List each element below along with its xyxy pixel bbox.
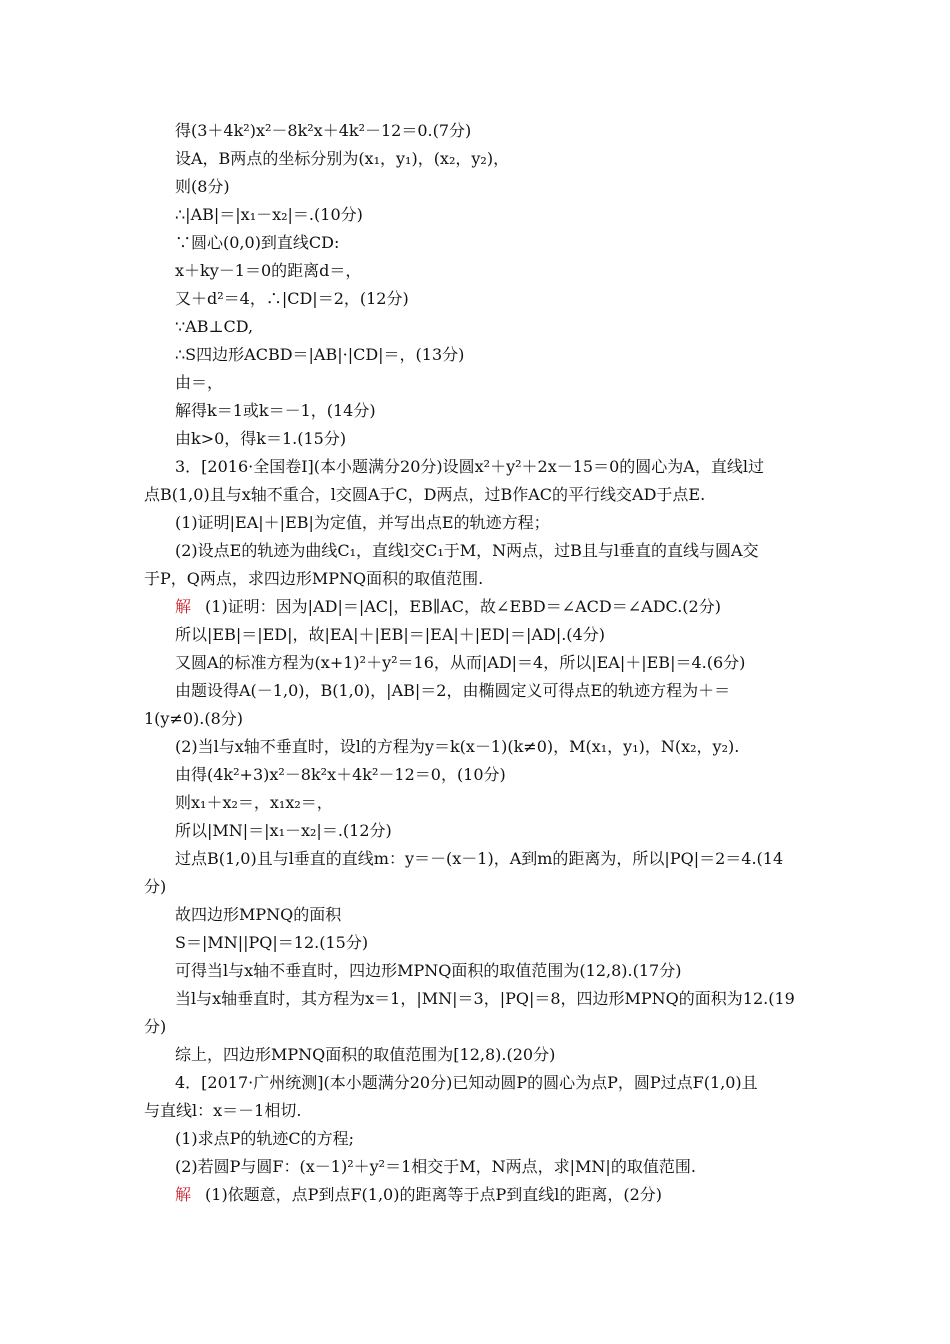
problem-3-heading: 3．[2016·全国卷Ⅰ](本小题满分20分)设圆x²＋y²＋2x－15＝0的圆心为A，直线l过 [175, 457, 764, 476]
answer-marker: 解 [175, 1185, 192, 1204]
text-line: 点B(1,0)且与x轴不重合，l交圆A于C，D两点，过B作AC的平行线交AD于点E. [144, 485, 706, 504]
solution-line [175, 1181, 662, 1209]
text-line: 于P，Q两点，求四边形MPNQ面积的取值范围. [144, 569, 484, 588]
text-line: ∵圆心(0,0)到直线CD: [175, 233, 340, 252]
problem-4-heading: 4．[2017·广州统测](本小题满分20分)已知动圆P的圆心为点P，圆P过点F(1,0)且 [175, 1073, 758, 1092]
solution-line [175, 593, 721, 621]
text-line: (2)当l与x轴不垂直时，设l的方程为y＝k(x－1)(k≠0)，M(x₁，y₁)，N(x₂，y₂). [175, 737, 740, 756]
text-line: (1)求点P的轨迹C的方程; [175, 1129, 355, 1148]
text-line: (2)若圆P与圆F：(x－1)²＋y²＝1相交于M，N两点，求|MN|的取值范围. [175, 1157, 696, 1176]
text-line: (1)证明：因为|AD|＝|AC|，EB∥AC，故∠EBD＝∠ACD＝∠ADC.(2分) [205, 597, 721, 616]
text-line: ∵AB⊥CD, [175, 317, 254, 336]
text-line: (2)设点E的轨迹为曲线C₁，直线l交C₁于M，N两点，过B且与l垂直的直线与圆A交 [175, 541, 759, 560]
text-line: ∴S四边形ACBD＝|AB|·|CD|＝，(13分) [175, 345, 465, 364]
text-line: 分) [144, 877, 167, 896]
text-line: S＝|MN||PQ|＝12.(15分) [175, 933, 369, 952]
text-line: 综上，四边形MPNQ面积的取值范围为[12,8).(20分) [175, 1045, 556, 1064]
text-line: 故四边形MPNQ的面积 [175, 905, 342, 924]
text-line: 可得当l与x轴不垂直时，四边形MPNQ面积的取值范围为(12,8).(17分) [175, 961, 682, 980]
text-line: 解得k＝1或k＝－1，(14分) [175, 401, 376, 420]
text-line: ∴|AB|＝|x₁－x₂|＝.(10分) [175, 205, 363, 224]
text-line: (1)证明|EA|＋|EB|为定值，并写出点E的轨迹方程； [175, 513, 550, 532]
text-line: 由得(4k²+3)x²－8k²x＋4k²－12＝0，(10分) [175, 765, 506, 784]
text-line: 当l与x轴垂直时，其方程为x＝1，|MN|＝3，|PQ|＝8，四边形MPNQ的面积为12.(19 [175, 989, 795, 1008]
text-line: 所以|MN|＝|x₁－x₂|＝.(12分) [175, 821, 392, 840]
text-line: 由＝， [175, 373, 224, 392]
text-line: 则x₁＋x₂＝，x₁x₂＝， [175, 793, 333, 812]
text-line: 又圆A的标准方程为(x+1)²＋y²＝16，从而|AD|＝4，所以|EA|＋|EB|＝4.(6分) [175, 653, 746, 672]
text-line: 则(8分) [175, 177, 230, 196]
text-line: x＋ky－1＝0的距离d＝， [175, 261, 362, 280]
text-line: 所以|EB|＝|ED|，故|EA|＋|EB|＝|EA|＋|ED|＝|AD|.(4分) [175, 625, 605, 644]
text-line: 分) [144, 1017, 167, 1036]
text-line: 与直线l：x＝－1相切. [144, 1101, 302, 1120]
text-line: 设A，B两点的坐标分别为(x₁，y₁)，(x₂，y₂)， [175, 149, 510, 168]
text-line: 又＋d²＝4，∴|CD|＝2，(12分) [175, 289, 409, 308]
answer-marker: 解 [175, 597, 192, 616]
text-line: 得(3＋4k²)x²－8k²x＋4k²－12＝0.(7分) [175, 121, 472, 140]
text-line: 由题设得A(－1,0)，B(1,0)，|AB|＝2，由椭圆定义可得点E的轨迹方程为＋＝ [175, 681, 731, 700]
text-line: 由k>0，得k＝1.(15分) [175, 429, 347, 448]
text-line: 1(y≠0).(8分) [144, 709, 244, 728]
text-line: 过点B(1,0)且与l垂直的直线m：y＝－(x－1)，A到m的距离为，所以|PQ|＝2＝4.(14 [175, 849, 784, 868]
text-line: (1)依题意，点P到点F(1,0)的距离等于点P到直线l的距离，(2分) [205, 1185, 663, 1204]
